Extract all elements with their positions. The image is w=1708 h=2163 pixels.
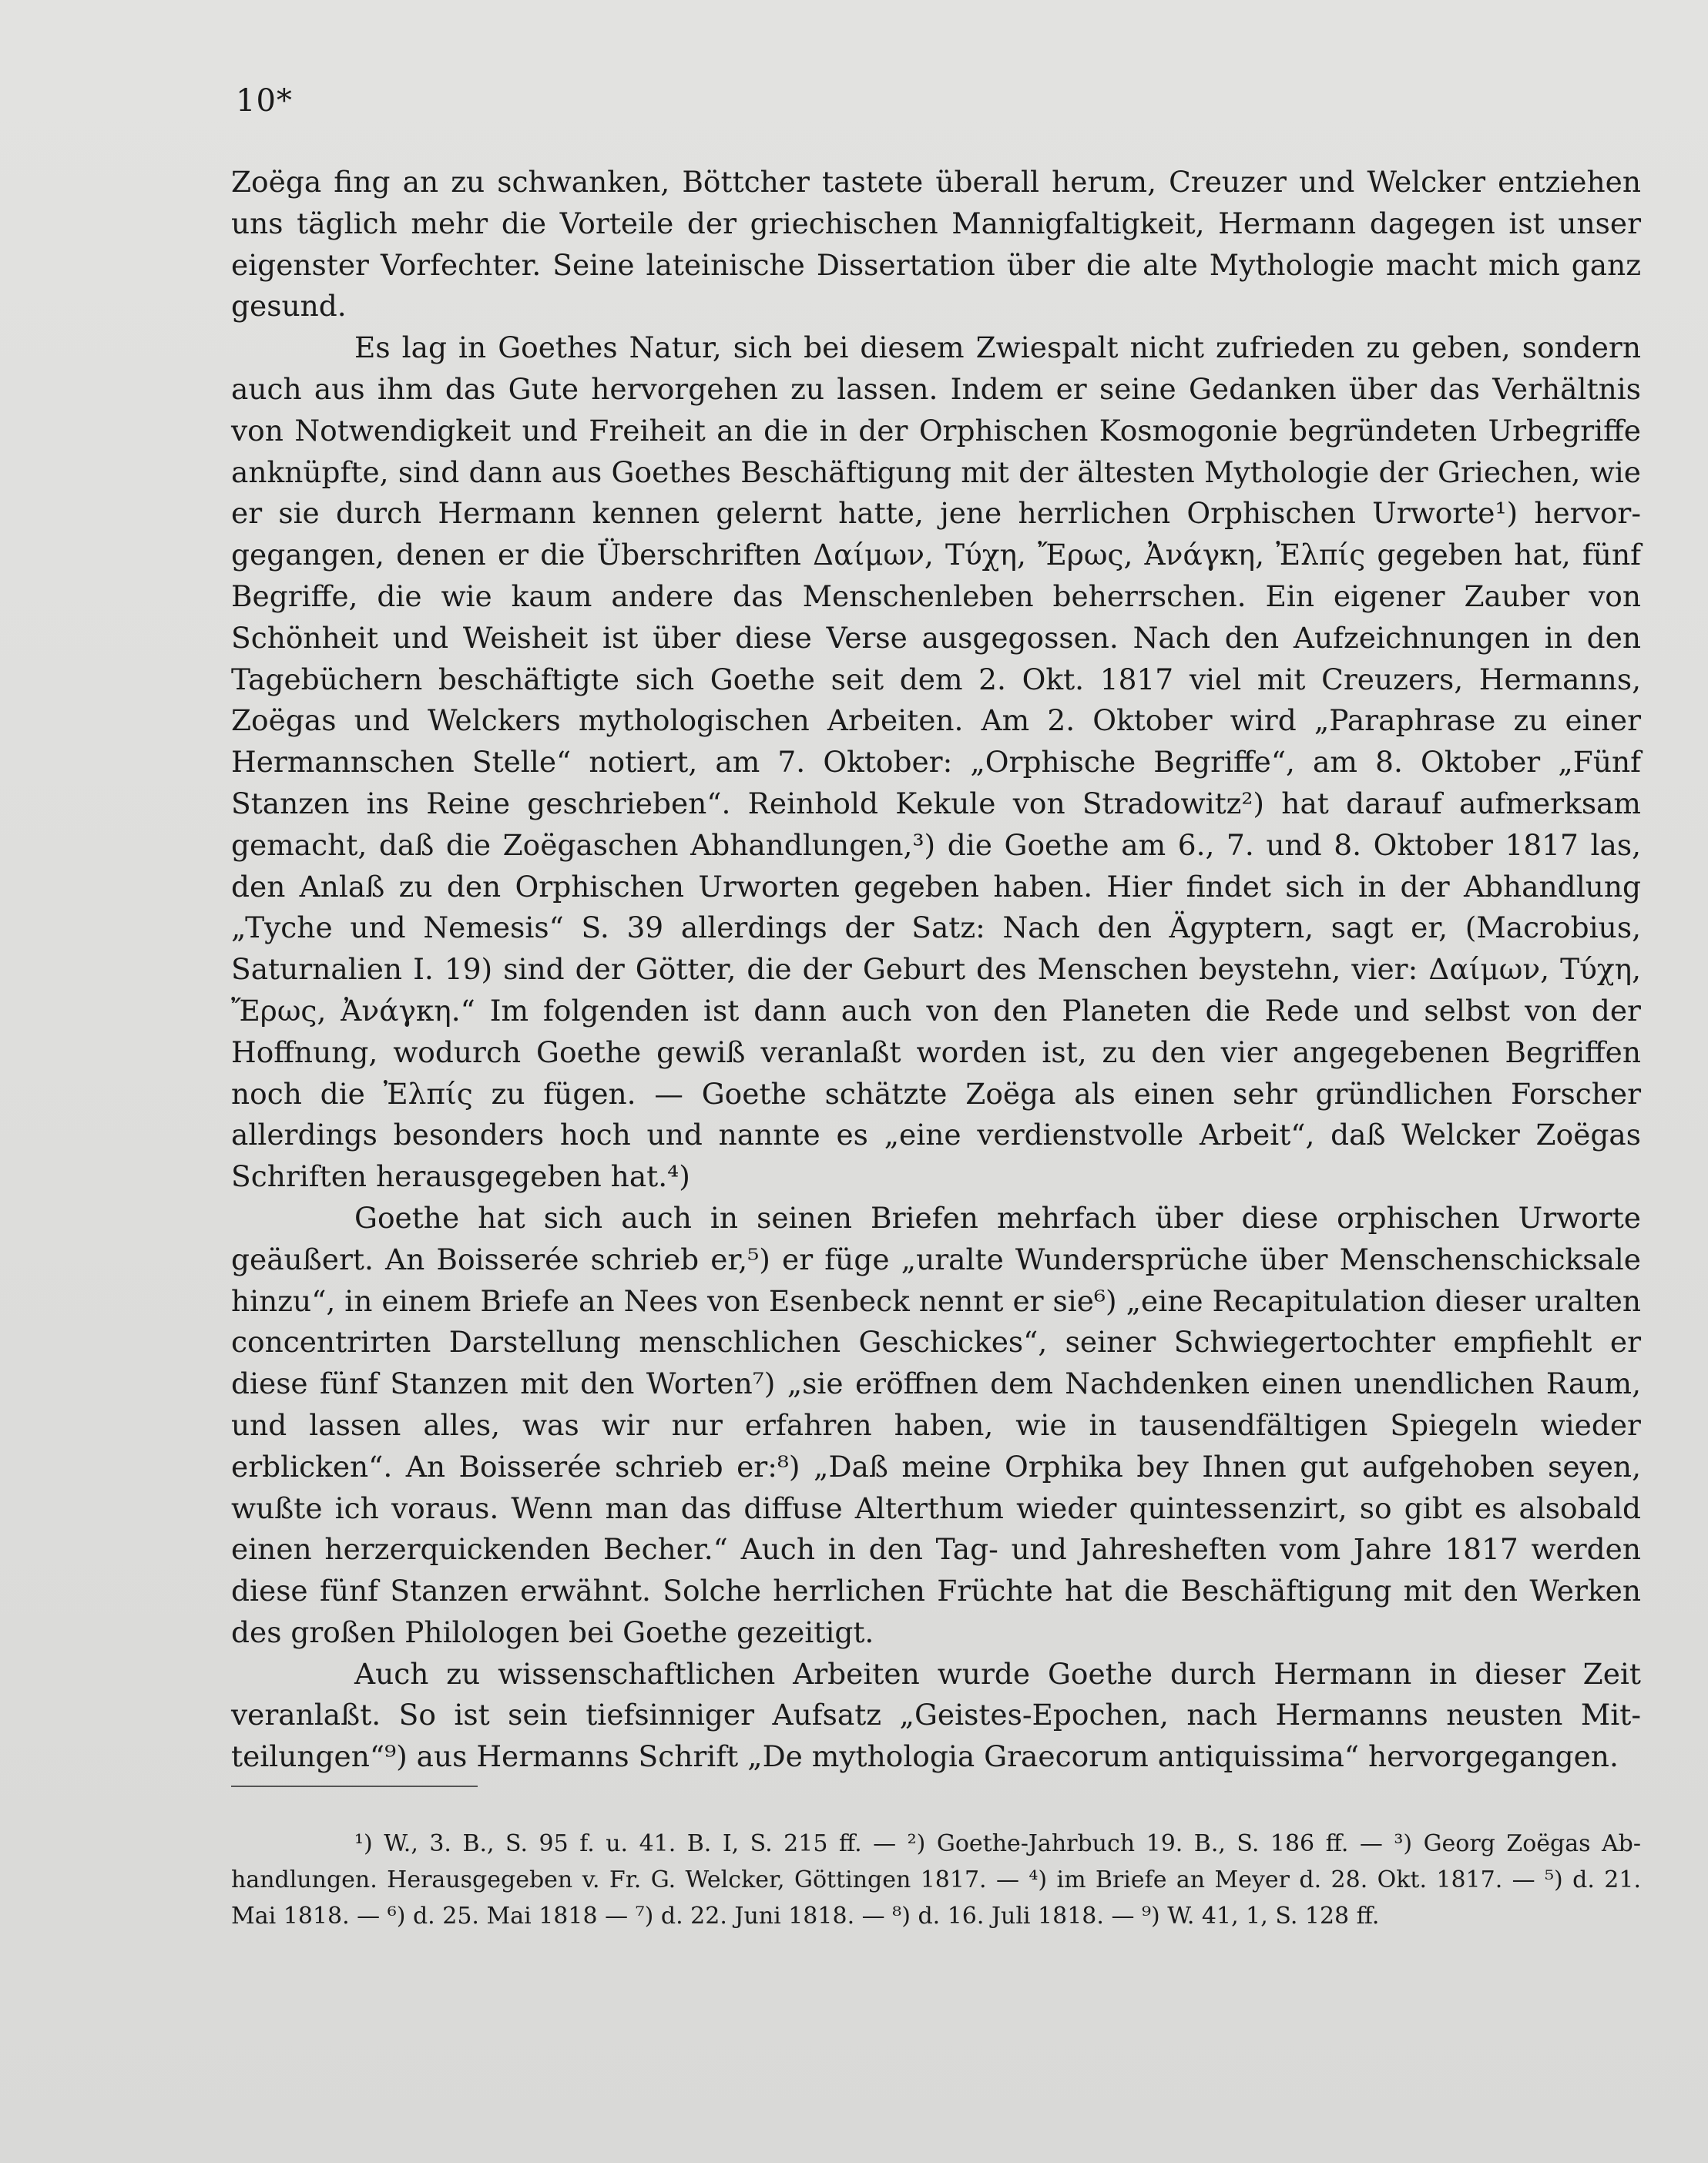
footnote-text: ¹) W., 3. B., S. 95 f. u. 41. B. I, S. 215 ff. — ²) Goethe-Jahrbuch 19. B., S. 186 ff. — ³) Georg Zoëgas Ab-handlungen. Herausgegeben v. Fr. G. Welcker, Göttingen 1817. — ⁴) im Briefe an Meyer d. 28. Okt. 1817. — ⁵) d. 21. Mai 1818. — ⁶) d. 25. Mai 1818 — ⁷) d. 22. Juni 1818. — ⁸) d. 16. Juli 1818. — ⁹) W. 41, 1, S. 128 ff. <box>231 1830 1641 1930</box>
paragraph-1: Zoëga fing an zu schwanken, Böttcher tastete überall herum, Creuzer und Welcker entziehen uns täglich mehr die Vorteile der griechischen Mannigfaltigkeit, Hermann dagegen ist unser eigenster Vorfechter. Seine lateinische Dissertation über die alte Mythologie macht mich ganz gesund. <box>231 165 1641 324</box>
paragraph-2: Es lag in Goethes Natur, sich bei diesem Zwiespalt nicht zufrieden zu geben, sondern auch aus ihm das Gute hervorgehen zu lassen. Indem er seine Gedanken über das Verhältnis von Notwendigkeit und Freiheit an die in der Orphischen Kosmogonie begründeten Urbegriffe anknüpfte, sind dann aus Goethes Beschäftigung mit der ältesten Mythologie der Griechen, wie er sie durch Hermann kennen gelernt hatte, jene herrlichen Orphischen Urworte¹) hervor-gegangen, denen er die Überschriften Δαίμων, Τύχη, Ἔρως, Ἀνάγκη, Ἐλπίς gegeben hat, fünf Begriffe, die wie kaum andere das Menschenleben beherrschen. Ein eigener Zauber von Schönheit und Weisheit ist über diese Verse ausgegossen. Nach den Aufzeichnungen in den Tagebüchern beschäftigte sich Goethe seit dem 2. Okt. 1817 viel mit Creuzers, Hermanns, Zoëgas und Welckers mythologischen Arbeiten. Am 2. Oktober wird „Paraphrase zu einer Hermannschen Stelle“ notiert, am 7. Oktober: „Orphische Begriffe“, am 8. Oktober „Fünf Stanzen ins Reine geschrieben“. Reinhold Kekule von Stradowitz²) hat darauf aufmerksam gemacht, daß die Zoëgaschen Abhandlungen,³) die Goethe am 6., 7. und 8. Oktober 1817 las, den Anlaß zu den Orphischen Urworten gegeben haben. Hier findet sich in der Abhandlung „Tyche und Nemesis“ S. 39 allerdings der Satz: Nach den Ägyptern, sagt er, (Macrobius, Saturnalien I. 19) sind der Götter, die der Geburt des Menschen beystehn, vier: Δαίμων, Τύχη, Ἔρως, Ἀνάγκη.“ Im folgenden ist dann auch von den Planeten die Rede und selbst von der Hoffnung, wodurch Goethe gewiß veranlaßt worden ist, zu den vier angegebenen Begriffen noch die Ἐλπίς zu fügen. — Goethe schätzte Zoëga als einen sehr gründlichen Forscher allerdings besonders hoch und nannte es „eine verdienstvolle Arbeit“, daß Welcker Zoëgas Schriften herausgegeben hat.⁴) <box>231 330 1641 1194</box>
page-number: 10* <box>236 83 293 119</box>
paragraph-4: Auch zu wissenschaftlichen Arbeiten wurde Goethe durch Hermann in dieser Zeit veranlaßt. So ist sein tiefsinniger Aufsatz „Geistes-Epochen, nach Hermanns neusten Mit-teilungen“⁹) aus Hermanns Schrift „De mythologia Graecorum antiquissima“ hervorgegangen. <box>231 1656 1641 1774</box>
footnote-divider <box>231 1786 478 1787</box>
footnotes <box>231 1826 1641 1934</box>
body-text <box>231 162 1641 1778</box>
paragraph-3: Goethe hat sich auch in seinen Briefen mehrfach über diese orphischen Urworte geäußert. An Boisserée schrieb er,⁵) er füge „uralte Wundersprüche über Menschenschicksale hinzu“, in einem Briefe an Nees von Esenbeck nennt er sie⁶) „eine Recapitulation dieser uralten concentrirten Darstellung menschlichen Geschickes“, seiner Schwiegertochter empfiehlt er diese fünf Stanzen mit den Worten⁷) „sie eröffnen dem Nachdenken einen unendlichen Raum, und lassen alles, was wir nur erfahren haben, wie in tausendfältigen Spiegeln wieder erblicken“. An Boisserée schrieb er:⁸) „Daß meine Orphika bey Ihnen gut aufgehoben seyen, wußte ich voraus. Wenn man das diffuse Alterthum wieder quintessenzirt, so gibt es alsobald einen herzerquickenden Becher.“ Auch in den Tag- und Jahresheften vom Jahre 1817 werden diese fünf Stanzen erwähnt. Solche herrlichen Früchte hat die Beschäftigung mit den Werken des großen Philologen bei Goethe gezeitigt. <box>231 1200 1641 1649</box>
